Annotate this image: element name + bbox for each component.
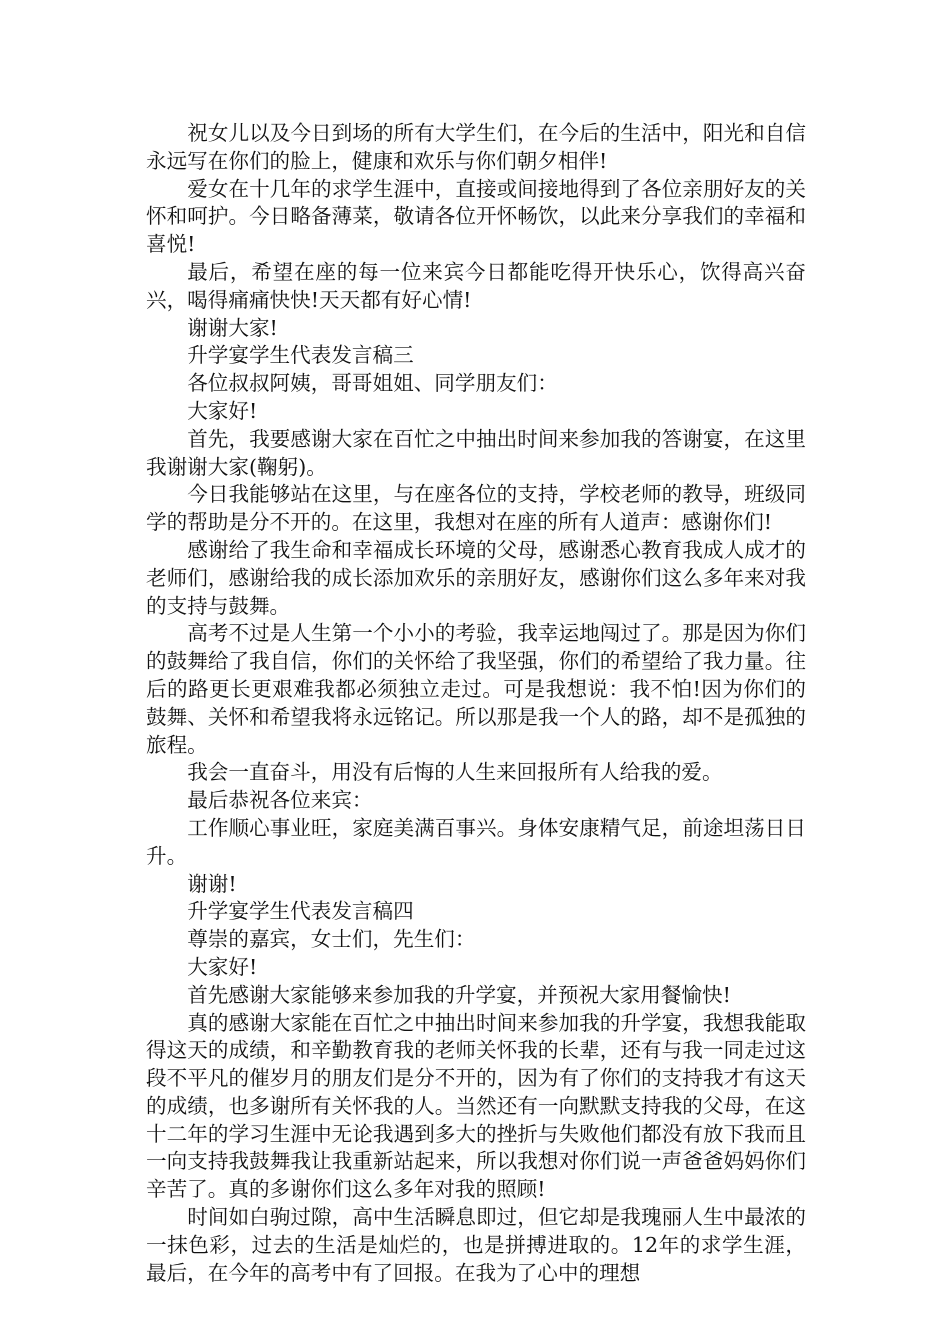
paragraph: 谢谢! — [187, 871, 237, 896]
section-heading: 升学宴学生代表发言稿三 — [187, 343, 414, 368]
paragraph: 首先感谢大家能够来参加我的升学宴，并预祝大家用餐愉快! — [187, 982, 731, 1007]
paragraph: 爱女在十几年的求学生涯中，直接或间接地得到了各位亲朋好友的关怀和呵护。今日略备薄菜，敬请各位开怀畅饮，以此来分享我们的幸福和喜悦! — [146, 176, 806, 257]
salutation: 尊崇的嘉宾，女士们，先生们： — [187, 927, 476, 952]
paragraph: 最后，希望在座的每一位来宾今日都能吃得开快乐心，饮得高兴奋兴，喝得痛痛快快!天天都有好心情! — [146, 259, 806, 312]
paragraph: 我会一直奋斗，用没有后悔的人生来回报所有人给我的爱。 — [187, 760, 723, 785]
paragraph: 真的感谢大家能在百忙之中抽出时间来参加我的升学宴，我想我能取得这天的成绩，和辛勤教育我的老师关怀我的长辈，还有与我一同走过这段不平凡的催岁月的朋友们是分不开的，因为有了你们的支持我才有这天的成绩，也多谢所有关怀我的人。当然还有一向默默支持我的父母，在这十二年的学习生涯中无论我遇到多大的挫折与失败他们都没有放下我而且一向支持我鼓舞我让我重新站起来，所以我想对你们说一声爸爸妈妈你们辛苦了。真的多谢你们这么多年对我的照顾! — [146, 1010, 806, 1202]
greeting: 大家好! — [187, 954, 258, 979]
paragraph: 今日我能够站在这里，与在座各位的支持，学校老师的教导，班级同学的帮助是分不开的。在这里，我想对在座的所有人道声：感谢你们! — [146, 482, 806, 535]
paragraph: 首先，我要感谢大家在百忙之中抽出时间来参加我的答谢宴，在这里我谢谢大家(鞠躬)。 — [146, 426, 806, 479]
paragraph: 最后恭祝各位来宾： — [187, 788, 373, 813]
greeting: 大家好! — [187, 398, 258, 423]
paragraph: 谢谢大家! — [187, 315, 278, 340]
paragraph: 工作顺心事业旺，家庭美满百事兴。身体安康精气足，前途坦荡日日升。 — [146, 815, 806, 868]
section-heading: 升学宴学生代表发言稿四 — [187, 899, 414, 924]
paragraph: 时间如白驹过隙，高中生活瞬息即过，但它却是我瑰丽人生中最浓的一抹色彩，过去的生活是灿烂的，也是拼搏进取的。12年的求学生涯，最后，在今年的高考中有了回报。在我为了心中的理想 — [146, 1205, 806, 1285]
paragraph: 感谢给了我生命和幸福成长环境的父母，感谢悉心教育我成人成才的老师们，感谢给我的成长添加欢乐的亲朋好友，感谢你们这么多年来对我的支持与鼓舞。 — [146, 537, 806, 618]
paragraph: 祝女儿以及今日到场的所有大学生们，在今后的生活中，阳光和自信永远写在你们的脸上，健康和欢乐与你们朝夕相伴! — [146, 121, 806, 173]
paragraph: 高考不过是人生第一个小小的考验，我幸运地闯过了。那是因为你们的鼓舞给了我自信，你们的关怀给了我坚强，你们的希望给了我力量。往后的路更长更艰难我都必须独立走过。可是我想说：我不怕!因为你们的鼓舞、关怀和希望我将永远铭记。所以那是我一个人的路，却不是孤独的旅程。 — [146, 621, 806, 757]
salutation: 各位叔叔阿姨，哥哥姐姐、同学朋友们： — [187, 371, 558, 396]
document-page — [146, 120, 806, 1287]
